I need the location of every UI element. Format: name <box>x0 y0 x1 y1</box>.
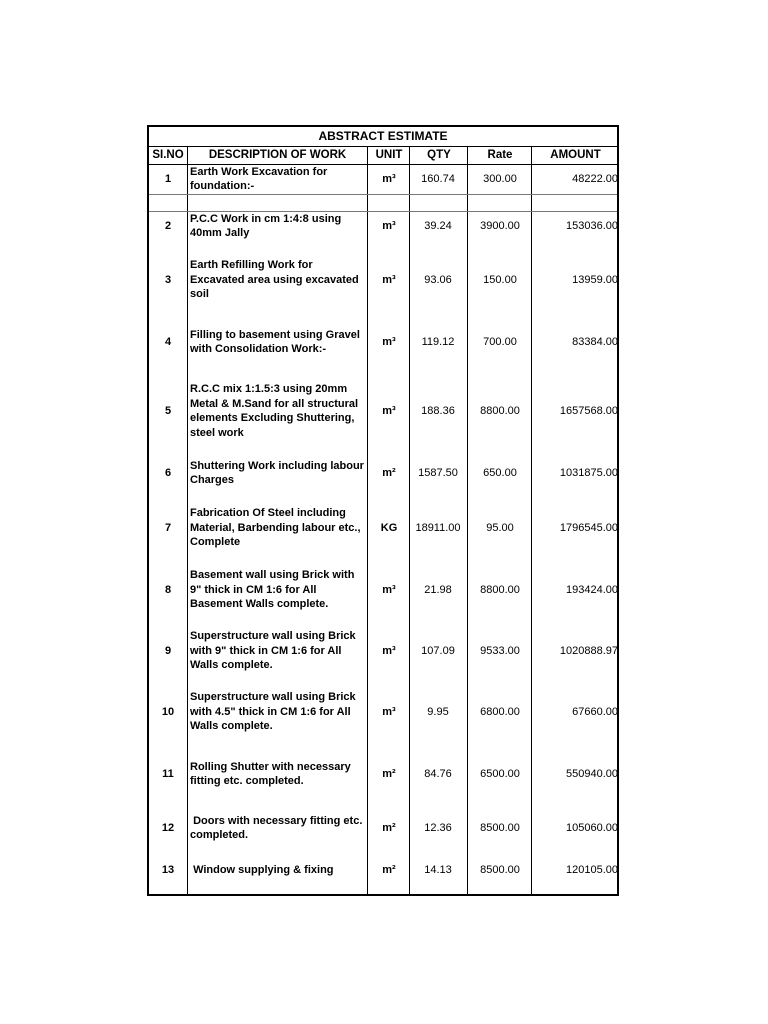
row-5-qty: 188.36 <box>421 405 455 417</box>
row-1-qty: 160.74 <box>421 173 455 185</box>
row-2-rate: 3900.00 <box>480 220 520 232</box>
row-1-unit: m³ <box>382 173 396 185</box>
row-8-unit: m³ <box>382 584 396 596</box>
row-7-unit: KG <box>380 522 398 534</box>
row-10-slno: 10 <box>161 706 175 718</box>
row-9-description: Superstructure wall using Brick with 9" thick in CM 1:6 for All Walls complete. <box>190 630 356 672</box>
row-4-rate: 700.00 <box>483 336 517 348</box>
header-qty: QTY <box>427 149 451 161</box>
row-7-description: Fabrication Of Steel including Material, Barbending labour etc., Complete <box>190 507 361 549</box>
grid-hline <box>149 194 617 195</box>
row-4-description: Filling to basement using Gravel with Consolidation Work:- <box>190 328 360 355</box>
row-9-rate: 9533.00 <box>480 645 520 657</box>
row-10-amount: 67660.00 <box>572 706 618 718</box>
header-slno: SI.NO <box>152 149 184 161</box>
row-3-description: Earth Refilling Work for Excavated area using excavated soil <box>190 259 359 301</box>
row-13-amount: 120105.00 <box>566 864 618 876</box>
row-10-rate: 6800.00 <box>480 706 520 718</box>
row-2-description: P.C.C Work in cm 1:4:8 using 40mm Jally <box>190 212 342 239</box>
row-2-qty: 39.24 <box>424 220 452 232</box>
row-6-slno: 6 <box>164 467 172 479</box>
abstract-estimate-table <box>147 125 619 896</box>
row-1-amount: 48222.00 <box>572 173 618 185</box>
row-13-rate: 8500.00 <box>480 864 520 876</box>
row-9-amount: 1020888.97 <box>559 645 618 657</box>
row-7-slno: 7 <box>164 522 172 534</box>
row-5-slno: 5 <box>164 405 172 417</box>
row-11-description: Rolling Shutter with necessary fitting etc. completed. <box>190 760 351 787</box>
row-2-unit: m³ <box>382 220 396 232</box>
row-12-description: Doors with necessary fitting etc. completed. <box>190 814 366 841</box>
row-6-rate: 650.00 <box>483 467 517 479</box>
row-3-unit: m³ <box>382 274 396 286</box>
row-6-qty: 1587.50 <box>418 467 458 479</box>
row-8-description: Basement wall using Brick with 9" thick in CM 1:6 for All Basement Walls complete. <box>190 569 355 611</box>
row-12-rate: 8500.00 <box>480 822 520 834</box>
row-11-unit: m² <box>382 768 396 780</box>
row-1-rate: 300.00 <box>483 173 517 185</box>
row-8-amount: 193424.00 <box>566 584 618 596</box>
row-13-unit: m² <box>382 864 396 876</box>
row-8-qty: 21.98 <box>424 584 452 596</box>
row-2-amount: 153036.00 <box>566 220 618 232</box>
row-12-unit: m² <box>382 822 396 834</box>
row-12-amount: 105060.00 <box>566 822 618 834</box>
row-3-qty: 93.06 <box>424 274 452 286</box>
row-4-qty: 119.12 <box>421 336 455 348</box>
row-7-qty: 18911.00 <box>415 522 461 534</box>
row-13-slno: 13 <box>161 864 175 876</box>
row-9-qty: 107.09 <box>421 645 455 657</box>
row-11-qty: 84.76 <box>424 768 452 780</box>
row-1-description: Earth Work Excavation for foundation:- <box>190 165 328 192</box>
row-3-slno: 3 <box>164 274 172 286</box>
row-9-slno: 9 <box>164 645 172 657</box>
header-amount: AMOUNT <box>550 149 601 161</box>
header-description: DESCRIPTION OF WORK <box>208 149 347 161</box>
header-rate: Rate <box>487 149 513 161</box>
row-6-description: Shuttering Work including labour Charges <box>190 459 364 486</box>
row-10-qty: 9.95 <box>427 706 449 718</box>
grid-hline <box>149 146 617 147</box>
header-unit: UNIT <box>375 149 403 161</box>
row-12-qty: 12.36 <box>424 822 452 834</box>
row-11-amount: 550940.00 <box>566 768 618 780</box>
row-11-rate: 6500.00 <box>480 768 520 780</box>
row-13-qty: 14.13 <box>424 864 452 876</box>
row-10-description: Superstructure wall using Brick with 4.5" thick in CM 1:6 for All Walls complete. <box>190 691 356 733</box>
grid-vline <box>187 146 188 894</box>
row-6-amount: 1031875.00 <box>559 467 618 479</box>
row-5-amount: 1657568.00 <box>559 405 618 417</box>
row-11-slno: 11 <box>162 768 174 780</box>
table-title: ABSTRACT ESTIMATE <box>318 129 448 143</box>
row-10-unit: m³ <box>382 706 396 718</box>
row-5-unit: m³ <box>382 405 396 417</box>
row-8-slno: 8 <box>164 584 172 596</box>
row-4-unit: m³ <box>382 336 396 348</box>
row-8-rate: 8800.00 <box>480 584 520 596</box>
row-7-rate: 95.00 <box>486 522 514 534</box>
row-5-rate: 8800.00 <box>480 405 520 417</box>
row-2-slno: 2 <box>164 220 172 232</box>
row-13-description: Window supplying & fixing <box>190 863 334 876</box>
row-4-amount: 83384.00 <box>572 336 618 348</box>
row-9-unit: m³ <box>382 645 396 657</box>
row-5-description: R.C.C mix 1:1.5:3 using 20mm Metal & M.Sand for all structural elements Excluding Shuttering, steel work <box>190 383 359 439</box>
row-4-slno: 4 <box>164 336 172 348</box>
row-1-slno: 1 <box>164 173 172 185</box>
row-7-amount: 1796545.00 <box>559 522 618 534</box>
row-3-rate: 150.00 <box>483 274 517 286</box>
row-12-slno: 12 <box>161 822 175 834</box>
row-3-amount: 13959.00 <box>572 274 618 286</box>
row-6-unit: m² <box>382 467 396 479</box>
